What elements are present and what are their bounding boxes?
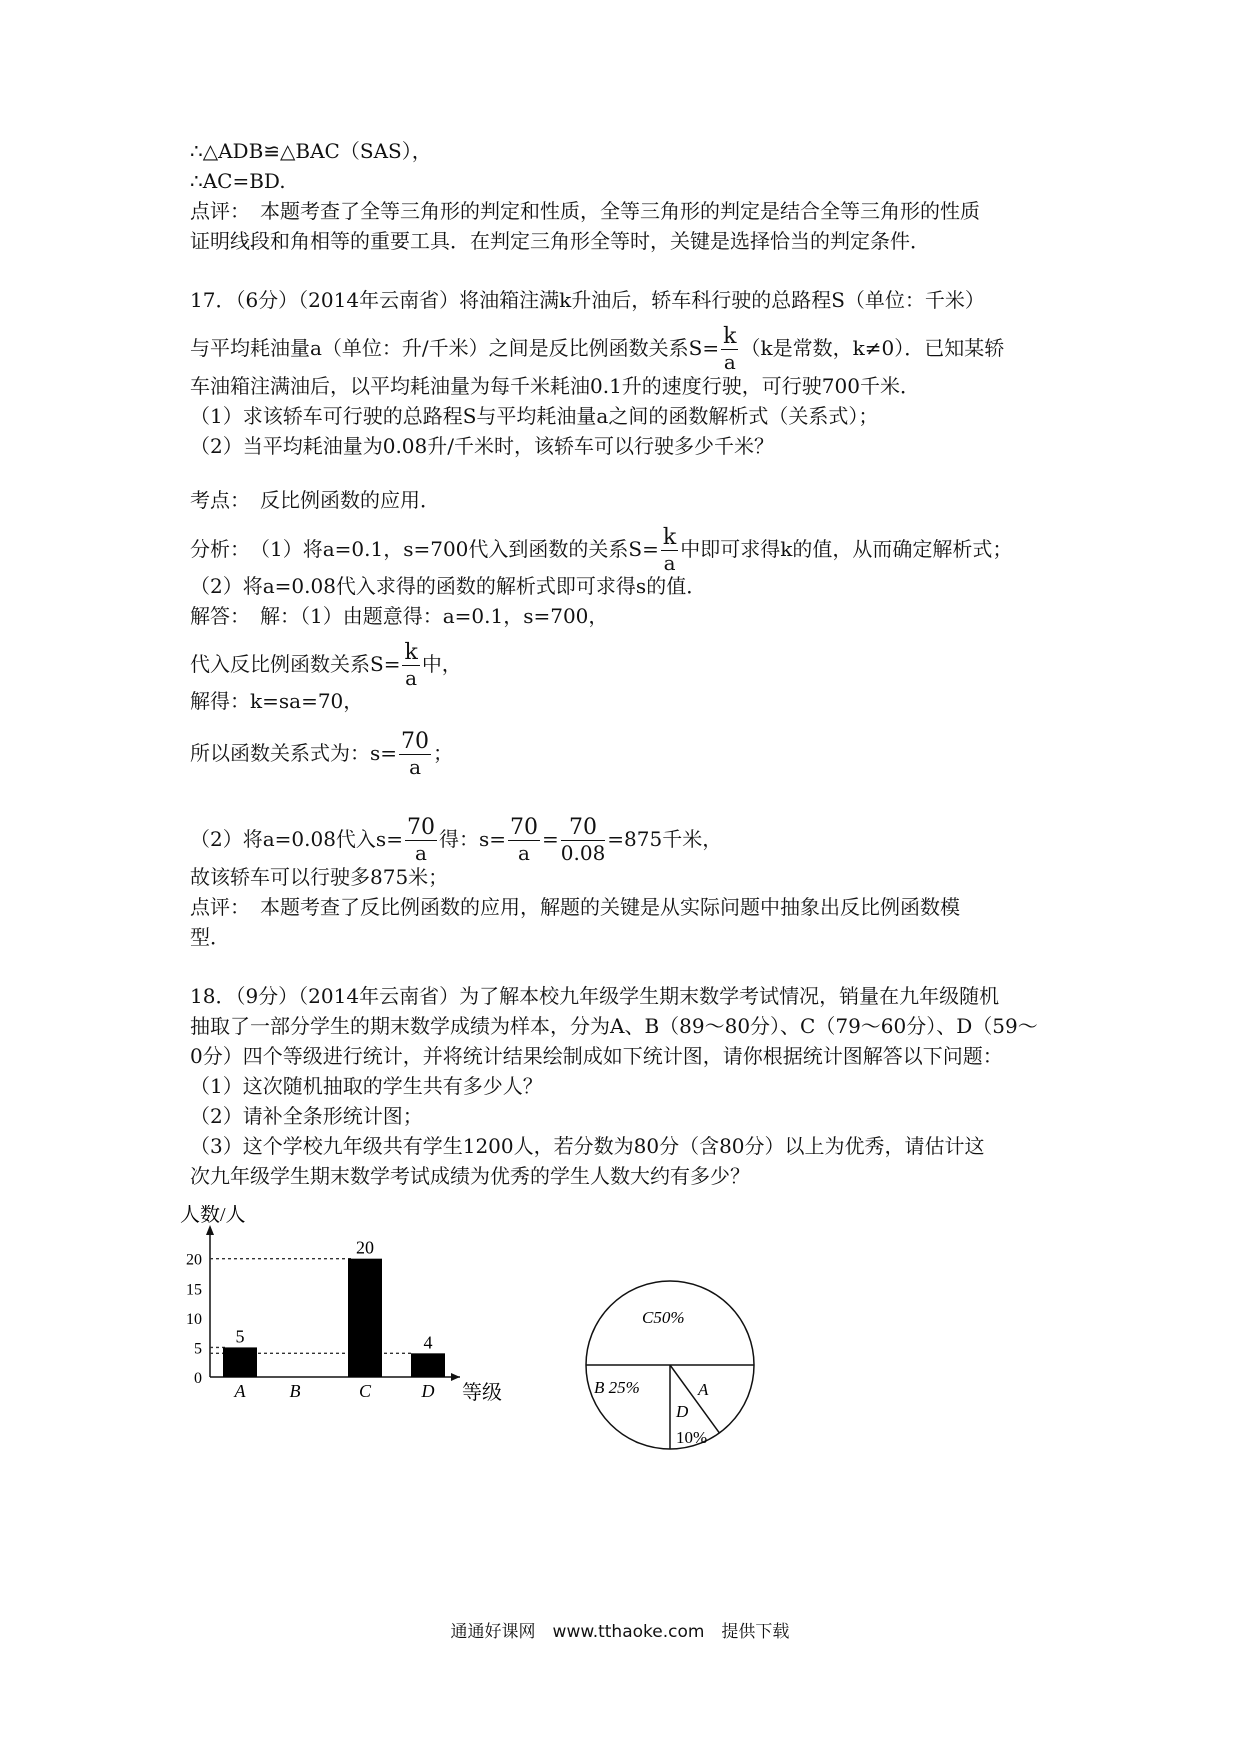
pie-label-A: A: [698, 1380, 709, 1399]
equals-sign: =: [542, 827, 559, 851]
pie-label-D: D: [676, 1402, 689, 1421]
problem18-question-2: （2）请补全条形统计图；: [190, 1104, 423, 1128]
problem18-question-1: （1）这次随机抽取的学生共有多少人？: [190, 1074, 543, 1098]
comment-line-3: 点评： 本题考查了反比例函数的应用，解题的关键是从实际问题中抽象出反比例函数模: [190, 895, 960, 919]
fraction-numerator: 70: [561, 816, 606, 841]
problem17-question-2: （2）当平均耗油量为0.08升/千米时，该轿车可以行驶多少千米？: [190, 434, 774, 458]
solution-text: （2）将a=0.08代入s=: [190, 827, 403, 851]
knowledge-point: 考点： 反比例函数的应用．: [190, 488, 440, 512]
bar-chart: [180, 1205, 580, 1595]
fraction-denominator: a: [415, 841, 427, 865]
bar-layer: [180, 1205, 502, 1404]
comment-line-2: 证明线段和角相等的重要工具．在判定三角形全等时，关键是选择恰当的判定条件．: [190, 229, 930, 253]
problem17-line-2-text: 与平均耗油量a（单位：升/千米）之间是反比例函数关系S=: [190, 336, 720, 360]
problem18-question-3-cont: 次九年级学生期末数学考试成绩为优秀的学生人数大约有多少？: [190, 1164, 750, 1188]
x-tick-label-D: D: [421, 1381, 435, 1401]
fraction-k-over-a: [661, 526, 678, 575]
y-tick-label: 5: [194, 1340, 202, 1358]
fraction-70-over-a: [399, 730, 431, 779]
proof-line-congruent: ∴△ADB≌△BAC（SAS），: [190, 139, 432, 163]
y-axis-arrow: [206, 1225, 214, 1235]
fraction-numerator: 70: [510, 815, 538, 840]
solution-line-1: 解答： 解：（1）由题意得：a=0.1，s=700，: [190, 604, 609, 628]
y-tick-label: 10: [186, 1310, 202, 1328]
fraction-numerator: 70: [406, 815, 435, 840]
solution-line-2: [190, 641, 462, 690]
comment-line-4: 型．: [190, 925, 230, 949]
solution-text-mid: 得：s=: [438, 827, 506, 851]
fraction-numerator: k: [404, 640, 418, 665]
analysis-text-rest: 中即可求得k的值，从而确定解析式；: [680, 537, 1013, 561]
solution-line-3: 解得：k=sa=70，: [190, 689, 364, 713]
fraction-denominator: a: [518, 841, 530, 865]
fraction-70-over-a: [508, 816, 540, 865]
pie-layer: [586, 1281, 754, 1449]
solution-result: =875千米，: [607, 827, 723, 851]
problem18-line-1: 18．（9分）（2014年云南省）为了解本校九年级学生期末数学考试情况，销量在九年级随机: [190, 984, 1000, 1008]
fraction-numerator: k: [723, 324, 737, 349]
x-tick-label-C: C: [358, 1381, 372, 1401]
bar-D: [411, 1353, 445, 1377]
y-tick-label: 20: [186, 1251, 202, 1269]
data-label-C: 20: [356, 1237, 374, 1258]
pie-label-B: B 25%: [594, 1378, 640, 1397]
solution-line-6: 故该轿车可以行驶多875米；: [190, 865, 449, 889]
fraction-numerator: 70: [401, 729, 430, 754]
analysis-line-2: （2）将a=0.08代入求得的函数的解析式即可求得s的值．: [190, 574, 707, 598]
problem17-line-3: 车油箱注满油后，以平均耗油量为每千米耗油0.1升的速度行驶，可行驶700千米．: [190, 374, 920, 398]
pie-label-C: C50%: [642, 1308, 685, 1327]
fraction-denominator: a: [409, 755, 421, 779]
data-label-D: 4: [423, 1332, 433, 1353]
fraction-numerator: k: [662, 525, 677, 550]
x-axis-label: 等级: [462, 1382, 502, 1404]
problem17-line-1: 17．（6分）（2014年云南省）将油箱注满k升油后，轿车科行驶的总路程S（单位：千米）: [190, 288, 985, 312]
solution-text: 所以函数关系式为：s=: [190, 741, 398, 765]
analysis-text: 分析： （1）将a=0.1，s=700代入到函数的关系S=: [190, 537, 659, 561]
pie-label-D-percent: 10%: [676, 1428, 708, 1447]
bar-A: [223, 1347, 257, 1377]
solution-line-5: [190, 816, 722, 865]
problem17-line-2-rest: （k是常数，k≠0）．已知某轿: [740, 336, 1005, 360]
problem18-question-3: （3）这个学校九年级共有学生1200人，若分数为80分（含80分）以上为优秀，请估计这: [190, 1134, 985, 1158]
y-tick-label: 15: [186, 1281, 202, 1299]
problem17-question-1: （1）求该轿车可行驶的总路程S与平均耗油量a之间的函数解析式（关系式）；: [190, 404, 879, 428]
proof-line-conclusion: ∴AC=BD.: [190, 169, 286, 193]
fraction-denominator: 0.08: [560, 841, 606, 865]
bar-C: [348, 1259, 382, 1377]
pie-chart: [575, 1270, 765, 1460]
fraction-denominator: a: [723, 350, 736, 374]
footer-source: 通通好课网 www.tthaoke.com 提供下载: [450, 1622, 790, 1642]
x-axis-arrow: [451, 1373, 460, 1381]
pie-divider-d: [670, 1365, 719, 1433]
solution-text-rest: 中，: [421, 652, 462, 676]
x-tick-label-A: A: [234, 1381, 246, 1401]
x-tick-label-B: B: [289, 1381, 301, 1401]
fraction-70-over-a: [405, 816, 437, 865]
fraction-k-over-a: [402, 641, 419, 690]
solution-text-rest: ；: [433, 741, 454, 765]
comment-line-1: 点评： 本题考查了全等三角形的判定和性质，全等三角形的判定是结合全等三角形的性质: [190, 199, 980, 223]
problem18-line-2: 抽取了一部分学生的期末数学成绩为样本，分为A、B（89～80分）、C（79～60分）、D（59～: [190, 1014, 1038, 1038]
problem18-line-3: 0分）四个等级进行统计，并将统计结果绘制成如下统计图，请你根据统计图解答以下问题：: [190, 1044, 1003, 1068]
solution-text: 代入反比例函数关系S=: [190, 652, 401, 676]
fraction-70-over-0.08: [561, 816, 606, 865]
fraction-denominator: a: [663, 551, 676, 575]
problem17-line-2: [190, 325, 1004, 374]
analysis-line-1: [190, 526, 1012, 575]
solution-line-4: [190, 730, 453, 779]
data-label-A: 5: [235, 1326, 245, 1347]
fraction-k-over-a: [721, 325, 738, 374]
y-axis-label: 人数/人: [180, 1205, 246, 1226]
y-tick-label: 0: [194, 1370, 202, 1387]
fraction-denominator: a: [405, 666, 418, 690]
